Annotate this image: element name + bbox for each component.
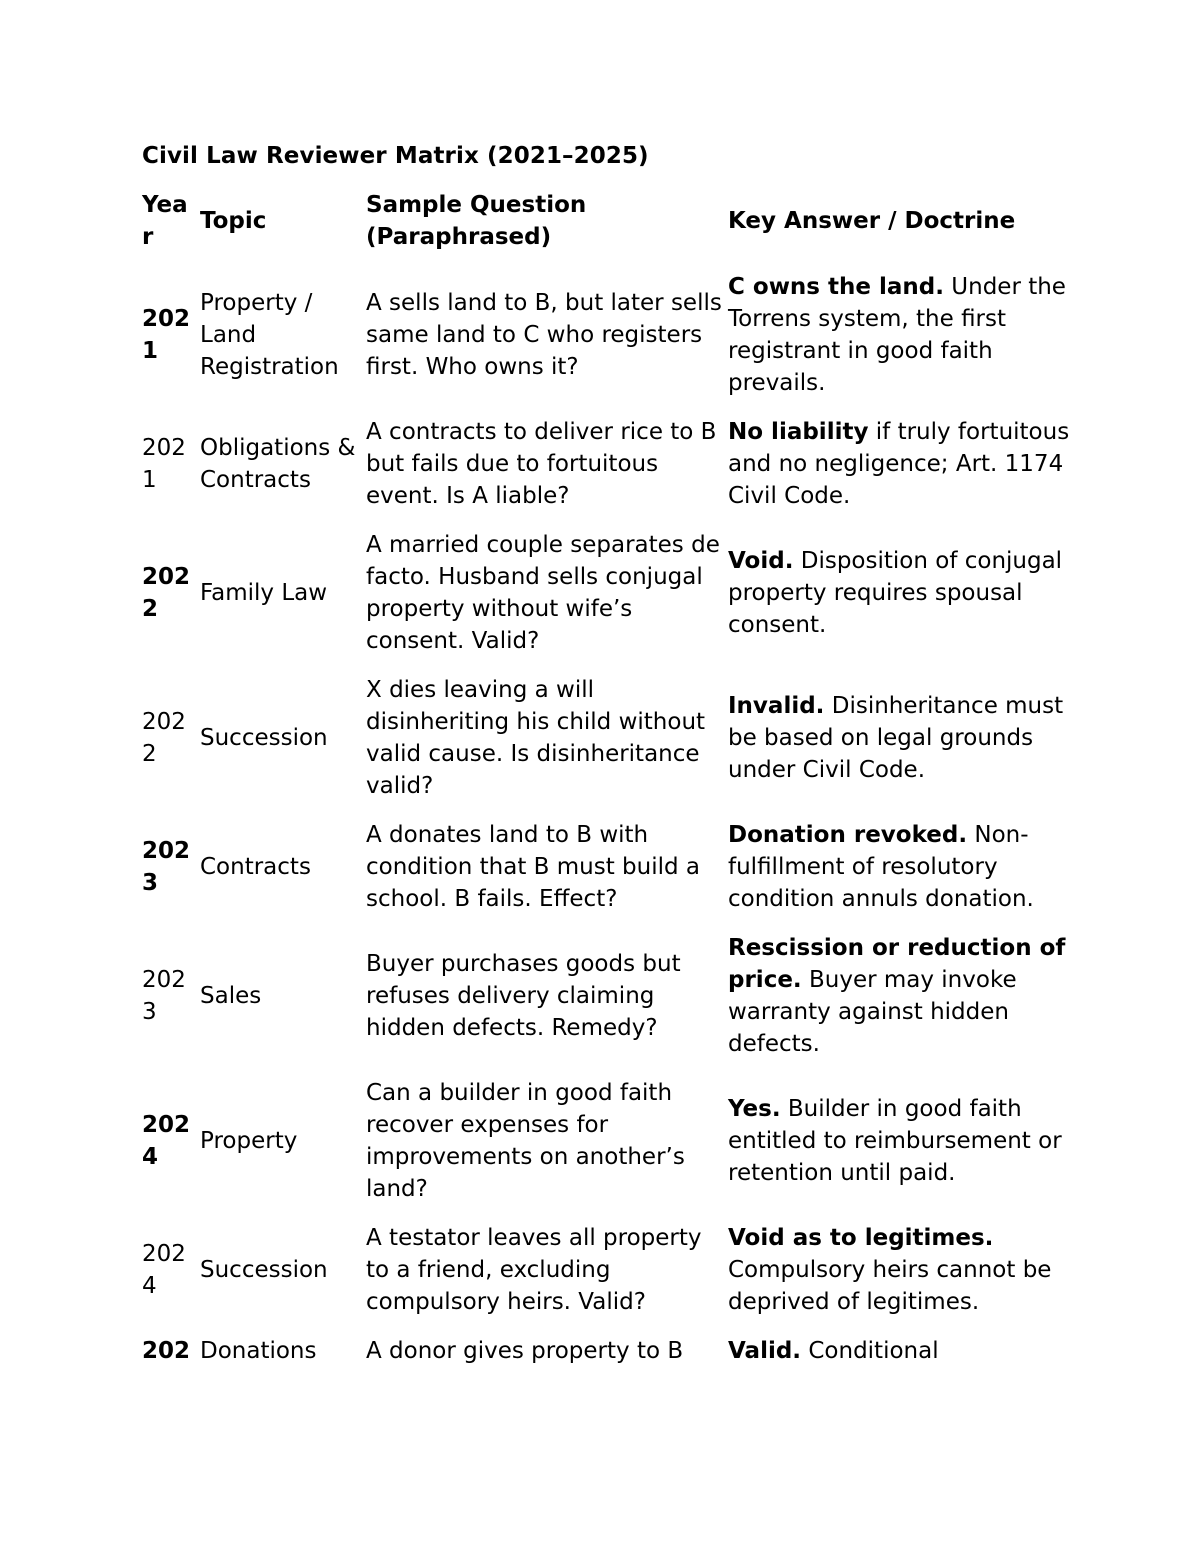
row-topic: Family Law (200, 580, 328, 606)
row-question: A married couple separates de facto. Husband sells conjugal property without wife’s consent. Valid? (366, 532, 720, 654)
row-question: A donates land to B with condition that B must build a school. B fails. Effect? (366, 822, 701, 912)
document-title: Civil Law Reviewer Matrix (2021–2025) (142, 143, 649, 169)
answer-verdict: Invalid. (728, 693, 825, 719)
row-answer (728, 674, 1072, 819)
row-question: A contracts to deliver rice to B but fails due to fortuitous event. Is A liable? (366, 419, 717, 509)
row-answer (728, 932, 1072, 1077)
row-question: A donor gives property to B (366, 1338, 684, 1364)
answer-explanation: Under the Torrens system, the first registrant in good faith prevails. (728, 274, 1066, 396)
table-row (142, 819, 1072, 932)
row-question: A testator leaves all property to a friend, excluding compulsory heirs. Valid? (366, 1225, 702, 1315)
row-year: 2022 (142, 709, 186, 767)
row-question: X dies leaving a will disinheriting his child without valid cause. Is disinheritance valid? (366, 677, 706, 799)
row-answer (728, 1222, 1072, 1335)
row-topic: Property / Land Registration (200, 290, 339, 380)
row-year: 202 (142, 1338, 191, 1364)
reviewer-matrix-table (142, 189, 1072, 1367)
row-answer (728, 1077, 1072, 1222)
row-topic: Donations (200, 1338, 317, 1364)
row-topic: Sales (200, 983, 262, 1009)
answer-verdict: Void as to legitimes. (728, 1225, 994, 1251)
row-question: A sells land to B, but later sells same land to C who registers first. Who owns it? (366, 290, 722, 380)
table-row (142, 529, 1072, 674)
header-question: Sample Question (Paraphrased) (366, 192, 587, 250)
answer-explanation: Disinheritance must be based on legal grounds under Civil Code. (728, 693, 1064, 783)
answer-verdict: Donation revoked. (728, 822, 968, 848)
answer-explanation: Builder in good faith entitled to reimbursement or retention until paid. (728, 1096, 1062, 1186)
row-topic: Obligations & Contracts (200, 435, 356, 493)
answer-verdict: Yes. (728, 1096, 781, 1122)
row-topic: Succession (200, 725, 328, 751)
table-row (142, 416, 1072, 529)
answer-explanation: Buyer may invoke warranty against hidden defects. (728, 967, 1017, 1057)
table-row (142, 271, 1072, 416)
header-answer: Key Answer / Doctrine (728, 208, 1016, 234)
row-question: Can a builder in good faith recover expenses for improvements on another’s land? (366, 1080, 685, 1202)
header-topic: Topic (200, 208, 267, 234)
header-year: Year (142, 192, 188, 250)
table-row (142, 1222, 1072, 1335)
row-topic: Property (200, 1128, 298, 1154)
row-year: 2023 (142, 838, 191, 896)
row-answer (728, 529, 1072, 674)
answer-explanation: Non-fulfillment of resolutory condition annuls donation. (728, 822, 1034, 912)
row-year: 2021 (142, 306, 191, 364)
document-page (142, 140, 1072, 1367)
answer-verdict: Valid. (728, 1338, 802, 1364)
answer-verdict: No liability (728, 419, 869, 445)
table-row (142, 1335, 1072, 1367)
row-year: 2024 (142, 1112, 191, 1170)
row-year: 2023 (142, 967, 186, 1025)
answer-explanation: Compulsory heirs cannot be deprived of legitimes. (728, 1257, 1052, 1315)
answer-verdict: Rescission or reduction of price. (728, 935, 1066, 993)
answer-explanation: Conditional (801, 1338, 939, 1364)
row-answer (728, 819, 1072, 932)
row-question: Buyer purchases goods but refuses delivery claiming hidden defects. Remedy? (366, 951, 681, 1041)
row-topic: Succession (200, 1257, 328, 1283)
answer-verdict: Void. (728, 548, 794, 574)
row-year: 2024 (142, 1241, 186, 1299)
row-topic: Contracts (200, 854, 311, 880)
table-row (142, 1077, 1072, 1222)
row-answer (728, 416, 1072, 529)
row-answer (728, 1335, 1072, 1367)
answer-verdict: C owns the land. (728, 274, 944, 300)
answer-explanation: Disposition of conjugal property requires spousal consent. (728, 548, 1063, 638)
table-row (142, 674, 1072, 819)
row-answer (728, 271, 1072, 416)
answer-explanation: if truly fortuitous and no negligence; Art. 1174 Civil Code. (728, 419, 1070, 509)
row-year: 2022 (142, 564, 191, 622)
table-row (142, 932, 1072, 1077)
row-year: 2021 (142, 435, 186, 493)
table-header-row (142, 189, 1072, 271)
